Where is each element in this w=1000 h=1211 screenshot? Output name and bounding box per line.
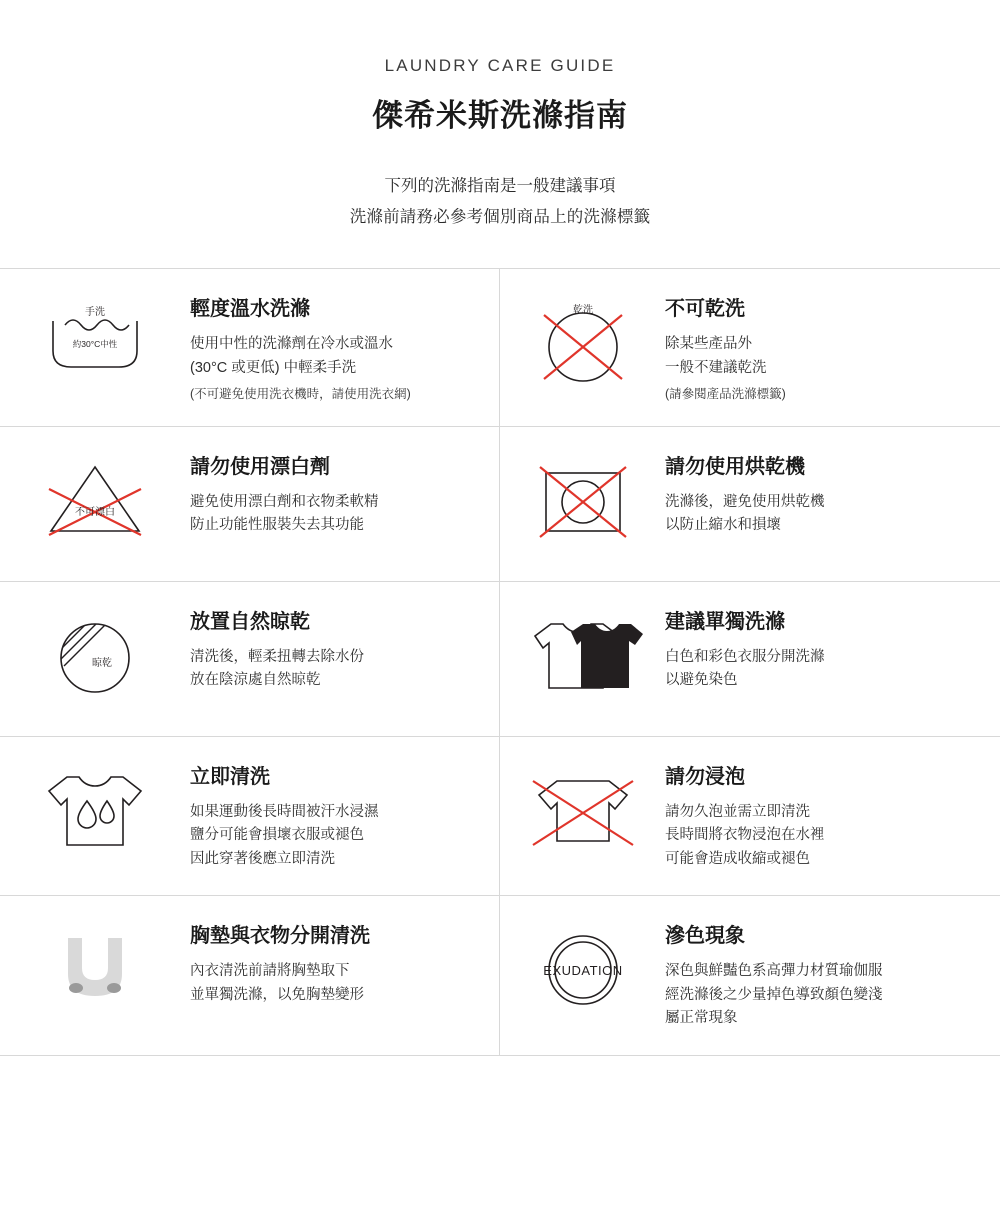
line-dry-icon xyxy=(0,610,190,702)
care-item-text xyxy=(665,455,990,538)
dryclean-label: 乾洗 xyxy=(572,305,593,317)
page-title: 傑希米斯洗滌指南 xyxy=(372,98,628,133)
care-item-line: 使用中性的洗滌劑在冷水或溫水 xyxy=(190,336,393,353)
care-item-line: 清洗後，輕柔扭轉去除水份 xyxy=(190,649,364,665)
care-item-line: 以防止縮水和損壞 xyxy=(665,517,781,534)
care-item-note: (不可避免使用洗衣機時，請使用洗衣網) xyxy=(190,387,411,401)
care-item-line-dry xyxy=(0,582,500,736)
care-row xyxy=(0,896,1000,1055)
care-item-title: 立即清洗 xyxy=(190,766,270,788)
page-subtitle xyxy=(0,171,1000,232)
care-row xyxy=(0,582,1000,737)
care-item-line: 鹽分可能會損壞衣服或褪色 xyxy=(190,827,364,844)
care-row xyxy=(0,737,1000,896)
care-item-line: 白色和彩色衣服分開洗滌 xyxy=(665,649,825,665)
care-item-line: 屬正常現象 xyxy=(665,1010,738,1027)
care-instruction-grid xyxy=(0,268,1000,1056)
care-item-title: 請勿使用漂白劑 xyxy=(190,456,330,478)
page-eyebrow: LAUNDRY CARE GUIDE xyxy=(384,56,616,75)
care-item-title: 滲色現象 xyxy=(665,925,745,948)
wash-immediately-icon xyxy=(0,765,190,853)
care-item-line: 經洗滌後之少量掉色導致顏色變淺 xyxy=(665,986,883,1003)
care-item-exudation xyxy=(500,896,1000,1054)
care-item-no-soak xyxy=(500,737,1000,895)
no-bleach-icon xyxy=(0,455,190,539)
care-item-text xyxy=(665,765,990,871)
care-item-separate-wash xyxy=(500,582,1000,736)
no-soak-icon xyxy=(500,765,665,855)
no-dryclean-icon xyxy=(500,297,665,393)
exudation-label: EXUDATION xyxy=(542,963,623,979)
care-item-title: 放置自然晾乾 xyxy=(190,611,310,633)
care-item-line: 除某些產品外 xyxy=(665,336,752,353)
care-item-title: 不可乾洗 xyxy=(665,298,745,321)
care-item-line: 洗滌後，避免使用烘乾機 xyxy=(665,494,825,510)
line-dry-label: 晾乾 xyxy=(92,658,112,669)
care-item-title: 輕度溫水洗滌 xyxy=(190,298,310,321)
care-item-line: 並單獨洗滌，以免胸墊變形 xyxy=(190,986,364,1003)
care-item-line: 長時間將衣物浸泡在水裡 xyxy=(665,827,825,844)
care-item-text xyxy=(190,765,489,871)
care-item-line: (30°C 或更低) 中輕柔手洗 xyxy=(190,359,357,376)
care-item-line: 一般不建議乾洗 xyxy=(665,359,767,376)
care-item-text xyxy=(190,455,489,538)
hand-wash-icon xyxy=(0,297,190,379)
care-item-wash-immediately xyxy=(0,737,500,895)
care-item-title: 胸墊與衣物分開清洗 xyxy=(190,925,370,948)
care-item-text xyxy=(190,610,489,693)
care-item-title: 建議單獨洗滌 xyxy=(665,611,785,633)
exudation-icon xyxy=(500,924,665,1012)
care-item-line: 內衣清洗前請將胸墊取下 xyxy=(190,963,350,980)
care-item-text xyxy=(665,924,990,1030)
care-item-line: 放在陰涼處自然晾乾 xyxy=(190,672,321,689)
footer-spacer xyxy=(0,1056,1000,1176)
hand-wash-bottom-label: 約30°C中性 xyxy=(72,339,118,350)
page-header xyxy=(0,0,1000,232)
care-item-note: (請參閱產品洗滌標籤) xyxy=(665,387,786,401)
no-bleach-label: 不可漂白 xyxy=(75,507,115,518)
care-item-line: 因此穿著後應立即清洗 xyxy=(190,850,335,867)
no-tumble-dry-icon xyxy=(500,455,665,545)
care-item-line: 如果運動後長時間被汗水浸濕 xyxy=(190,804,379,820)
care-item-text xyxy=(190,297,489,402)
care-item-no-dryclean xyxy=(500,269,1000,426)
separate-wash-icon xyxy=(500,610,665,700)
subtitle-line-1: 下列的洗滌指南是一般建議事項 xyxy=(384,177,616,195)
subtitle-line-2: 洗滌前請務必參考個別商品上的洗滌標籤 xyxy=(349,207,651,226)
care-item-line: 以避免染色 xyxy=(665,672,738,689)
care-item-title: 請勿使用烘乾機 xyxy=(665,456,805,478)
care-item-no-tumble-dry xyxy=(500,427,1000,581)
care-item-title: 請勿浸泡 xyxy=(665,766,745,788)
hand-wash-top-label: 手洗 xyxy=(85,307,105,319)
care-item-line: 防止功能性服裝失去其功能 xyxy=(190,517,364,534)
bra-pad-icon xyxy=(0,924,190,1014)
care-item-bra-pad xyxy=(0,896,500,1054)
care-row xyxy=(0,269,1000,427)
care-item-text xyxy=(665,297,990,402)
care-row xyxy=(0,427,1000,582)
care-item-no-bleach xyxy=(0,427,500,581)
care-item-line: 避免使用漂白劑和衣物柔軟精 xyxy=(190,494,379,510)
care-item-line: 深色與鮮豔色系高彈力材質瑜伽服 xyxy=(665,963,883,980)
care-item-line: 請勿久泡並需立即清洗 xyxy=(665,804,810,820)
care-item-text xyxy=(190,924,489,1007)
care-item-line: 可能會造成收縮或褪色 xyxy=(665,850,810,867)
care-item-hand-wash xyxy=(0,269,500,426)
care-item-text xyxy=(665,610,990,693)
